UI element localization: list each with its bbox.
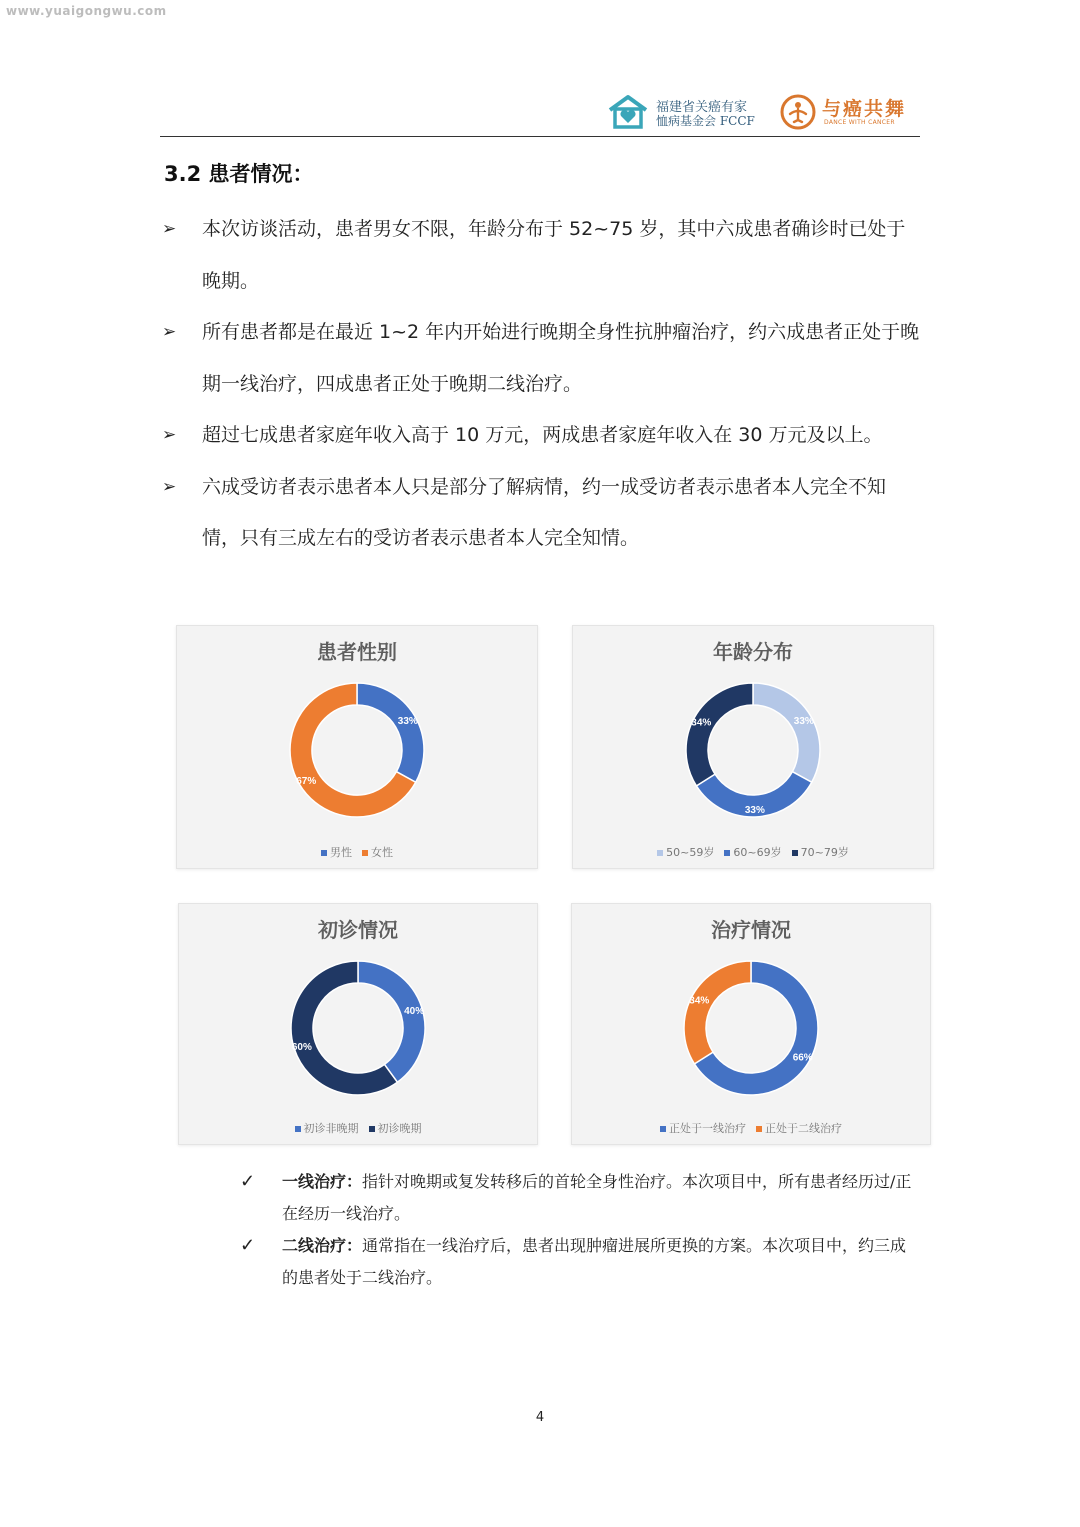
header-divider [160, 136, 920, 137]
house-heart-icon [606, 94, 650, 130]
note-item [240, 1230, 920, 1294]
chart-treatment [571, 903, 931, 1145]
slice-value-label: 34% [691, 717, 712, 729]
fccf-logo-line2: 恤病基金会 FCCF [656, 114, 755, 128]
legend-item [369, 1120, 422, 1136]
legend-swatch [657, 850, 663, 856]
legend-label: 正处于一线治疗 [669, 1122, 746, 1135]
donut-slice [686, 683, 753, 786]
bullet-list [162, 204, 922, 565]
bullet-item [162, 307, 922, 410]
note-text: 指针对晚期或复发转移后的首轮全身性治疗。本次项目中，所有患者经历过/正在经历一线治疗。 [282, 1172, 912, 1223]
arrow-bullet-icon: ➢ [162, 476, 177, 497]
chart-title: 年龄分布 [713, 640, 793, 664]
legend-label: 女性 [371, 846, 393, 859]
dancer-circle-icon [778, 92, 818, 132]
note-item [240, 1166, 920, 1230]
slice-value-label: 33% [397, 715, 418, 727]
legend-swatch [295, 1126, 301, 1132]
legend-swatch [792, 850, 798, 856]
check-icon: ✓ [240, 1235, 256, 1256]
dwc-logo-subtitle: DANCE WITH CANCER [824, 119, 895, 126]
legend-item [362, 844, 393, 860]
legend-item [321, 844, 352, 860]
slice-value-label: 66% [792, 1052, 813, 1064]
donut-chart [179, 904, 537, 1144]
chart-initial-diagnosis [178, 903, 538, 1145]
chart-title: 患者性别 [317, 640, 397, 664]
donut-chart [572, 904, 930, 1144]
check-icon: ✓ [240, 1171, 256, 1192]
legend-swatch [369, 1126, 375, 1132]
legend-item [756, 1120, 842, 1136]
legend-swatch [321, 850, 327, 856]
slice-value-label: 67% [296, 776, 317, 788]
slice-value-label: 60% [291, 1042, 312, 1054]
slice-value-label: 33% [793, 715, 814, 727]
dwc-logo-name: 与癌共舞 [822, 98, 907, 120]
arrow-bullet-icon: ➢ [162, 219, 177, 239]
bullet-text: 所有患者都是在最近 1~2 年内开始进行晚期全身性抗肿瘤治疗，约六成患者正处于晚期一线治疗，四成患者正处于晚期二线治疗。 [202, 321, 920, 395]
chart-title: 治疗情况 [711, 918, 791, 942]
legend-label: 男性 [330, 846, 352, 859]
bullet-text: 超过七成患者家庭年收入高于 10 万元，两成患者家庭年收入在 30 万元及以上。 [202, 424, 883, 446]
dance-with-cancer-logo [778, 92, 918, 132]
note-term: 一线治疗： [282, 1172, 363, 1191]
bullet-text: 本次访谈活动，患者男女不限，年龄分布于 52~75 岁，其中六成患者确诊时已处于晚期。 [202, 218, 906, 292]
legend-swatch [660, 1126, 666, 1132]
chart-age [572, 625, 934, 869]
note-term: 二线治疗： [282, 1236, 363, 1255]
legend-label: 正处于二线治疗 [765, 1122, 842, 1135]
chart-legend [572, 1120, 930, 1136]
donut-slice [358, 961, 425, 1082]
slice-value-label: 34% [689, 995, 710, 1007]
legend-item [660, 1120, 746, 1136]
legend-label: 初诊非晚期 [303, 1122, 359, 1135]
legend-item [724, 844, 781, 860]
page-number: 4 [535, 1410, 545, 1425]
arrow-bullet-icon: ➢ [162, 425, 177, 445]
arrow-bullet-icon: ➢ [162, 322, 177, 342]
bullet-item [162, 462, 922, 565]
note-text: 通常指在一线治疗后，患者出现肿瘤进展所更换的方案。本次项目中，约三成的患者处于二线治疗。 [282, 1236, 907, 1287]
slice-value-label: 40% [404, 1005, 425, 1017]
chart-legend [177, 844, 537, 860]
chart-title: 初诊情况 [318, 918, 398, 942]
slice-value-label: 33% [744, 804, 765, 816]
legend-item [657, 844, 714, 860]
legend-item [295, 1120, 359, 1136]
donut-slice [357, 683, 424, 782]
fccf-logo-line1: 福建省关癌有家 [656, 100, 748, 115]
legend-label: 70~79岁 [800, 846, 849, 859]
chart-legend [179, 1120, 537, 1136]
legend-swatch [756, 1126, 762, 1132]
watermark-text: www.yuaigongwu.com [6, 4, 167, 18]
chart-legend [573, 844, 933, 860]
donut-chart [573, 626, 933, 868]
legend-label: 50~59岁 [666, 846, 715, 859]
bullet-text: 六成受访者表示患者本人只是部分了解病情，约一成受访者表示患者本人完全不知情，只有三成左右的受访者表示患者本人完全知情。 [202, 475, 887, 549]
definition-notes [240, 1166, 920, 1294]
bullet-item [162, 410, 922, 462]
bullet-item [162, 204, 922, 307]
donut-chart [177, 626, 537, 868]
legend-label: 60~69岁 [733, 846, 782, 859]
legend-item [792, 844, 849, 860]
legend-swatch [362, 850, 368, 856]
donut-slice [684, 961, 751, 1064]
legend-label: 初诊晚期 [377, 1122, 422, 1135]
legend-swatch [724, 850, 730, 856]
chart-gender [176, 625, 538, 869]
section-title: 3.2 患者情况： [164, 162, 314, 186]
donut-slice [753, 683, 820, 782]
fccf-logo [606, 94, 756, 130]
